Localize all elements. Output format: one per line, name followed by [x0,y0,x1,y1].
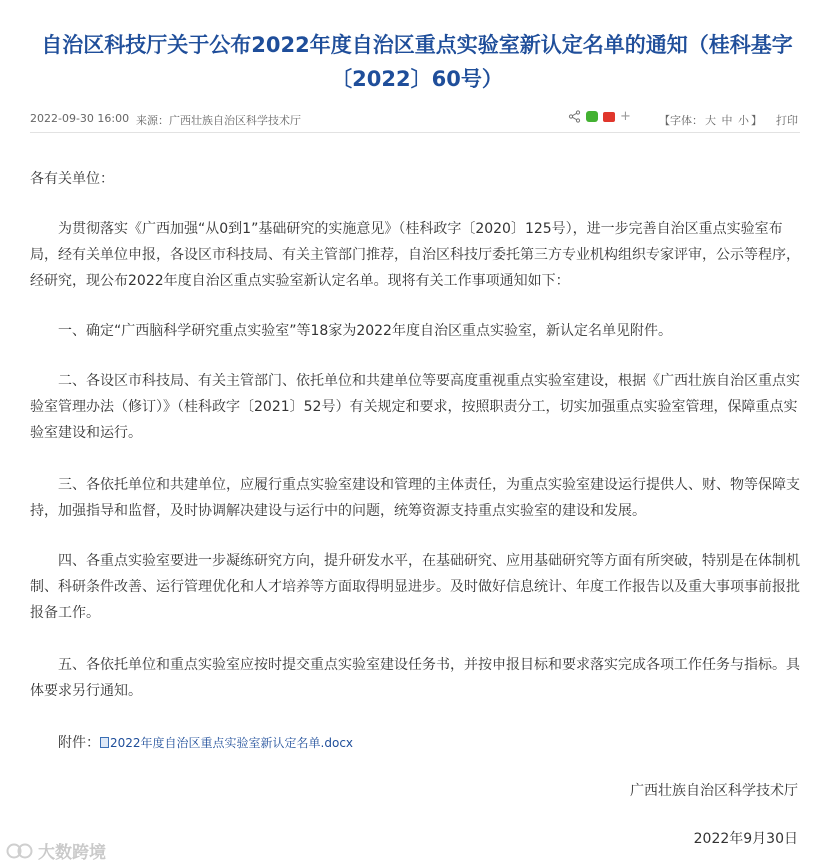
watermark-logo-icon [6,842,34,860]
article-title: 自治区科技厅关于公布2022年度自治区重点实验室新认定名单的通知（桂科基字〔2022〕60号） [41,33,793,91]
print-link[interactable]: 打印 [776,114,798,127]
paragraph-2: 二、各设区市科技局、有关主管部门、依托单位和共建单位等要高度重视重点实验室建设，根据《广西壮族自治区重点实验室管理办法（修订）》（桂科政字〔2021〕52号）有关规定和要求，按照职责分工，切实加强重点实验室管理，保障重点实验室建设和运行。 [30,373,800,441]
share-icon[interactable] [568,110,581,123]
font-size-large[interactable]: 大 [705,114,716,127]
font-size-close: 】 [751,114,762,127]
paragraph-1: 一、确定“广西脑科学研究重点实验室”等18家为2022年度自治区重点实验室，新认定名单见附件。 [58,323,672,339]
paragraph-3: 三、各依托单位和共建单位，应履行重点实验室建设和管理的主体责任，为重点实验室建设运行提供人、财、物等保障支持，加强指导和监督，及时协调解决建设与运行中的问题，统筹资源支持重点实验室的建设和发展。 [30,477,800,519]
weibo-icon[interactable] [603,112,615,122]
wechat-icon[interactable] [586,111,598,122]
font-size-medium[interactable]: 中 [721,114,733,127]
article-meta-bar [30,104,800,133]
salutation: 各有关单位： [30,171,114,187]
font-size-small[interactable]: 小 [738,114,749,127]
attachment-link[interactable]: 2022年度自治区重点实验室新认定名单.docx [110,736,354,750]
watermark-text: 大数跨境 [38,843,106,863]
paragraph-intro: 为贯彻落实《广西加强“从0到1”基础研究的实施意见》（桂科政字〔2020〕125号），进一步完善自治区重点实验室布局，经有关单位申报，各设区市科技局、有关主管部门推荐，自治区科技厅委托第三方专业机构组织专家评审，公示等程序，经研究，现公布2022年度自治区重点实验室新认定名单。现将有关工作事项通知如下： [30,221,800,289]
font-size-label: 【字体： [659,114,703,127]
font-size-switcher [658,112,763,128]
publish-date: 2022-09-30 16:00 [30,112,130,125]
plus-icon[interactable]: + [620,109,631,124]
attachment-label: 附件： [58,735,100,751]
article-source: 来源：广西壮族自治区科学技术厅 [136,114,301,127]
paragraph-5: 五、各依托单位和重点实验室应按时提交重点实验室建设任务书，并按申报目标和要求落实完成各项工作任务与指标。具体要求另行通知。 [30,657,800,699]
signature-date: 2022年9月30日 [693,831,798,847]
document-icon [100,737,109,748]
watermark [6,838,106,863]
attachment [58,730,353,756]
share-bar [568,110,631,123]
paragraph-4: 四、各重点实验室要进一步凝练研究方向，提升研发水平，在基础研究、应用基础研究等方面有所突破，特别是在体制机制、科研条件改善、运行管理优化和人才培养等方面取得明显进步。及时做好信息统计、年度工作报告以及重大事项事前报批报备工作。 [30,553,800,621]
signature-org: 广西壮族自治区科学技术厅 [630,783,798,799]
